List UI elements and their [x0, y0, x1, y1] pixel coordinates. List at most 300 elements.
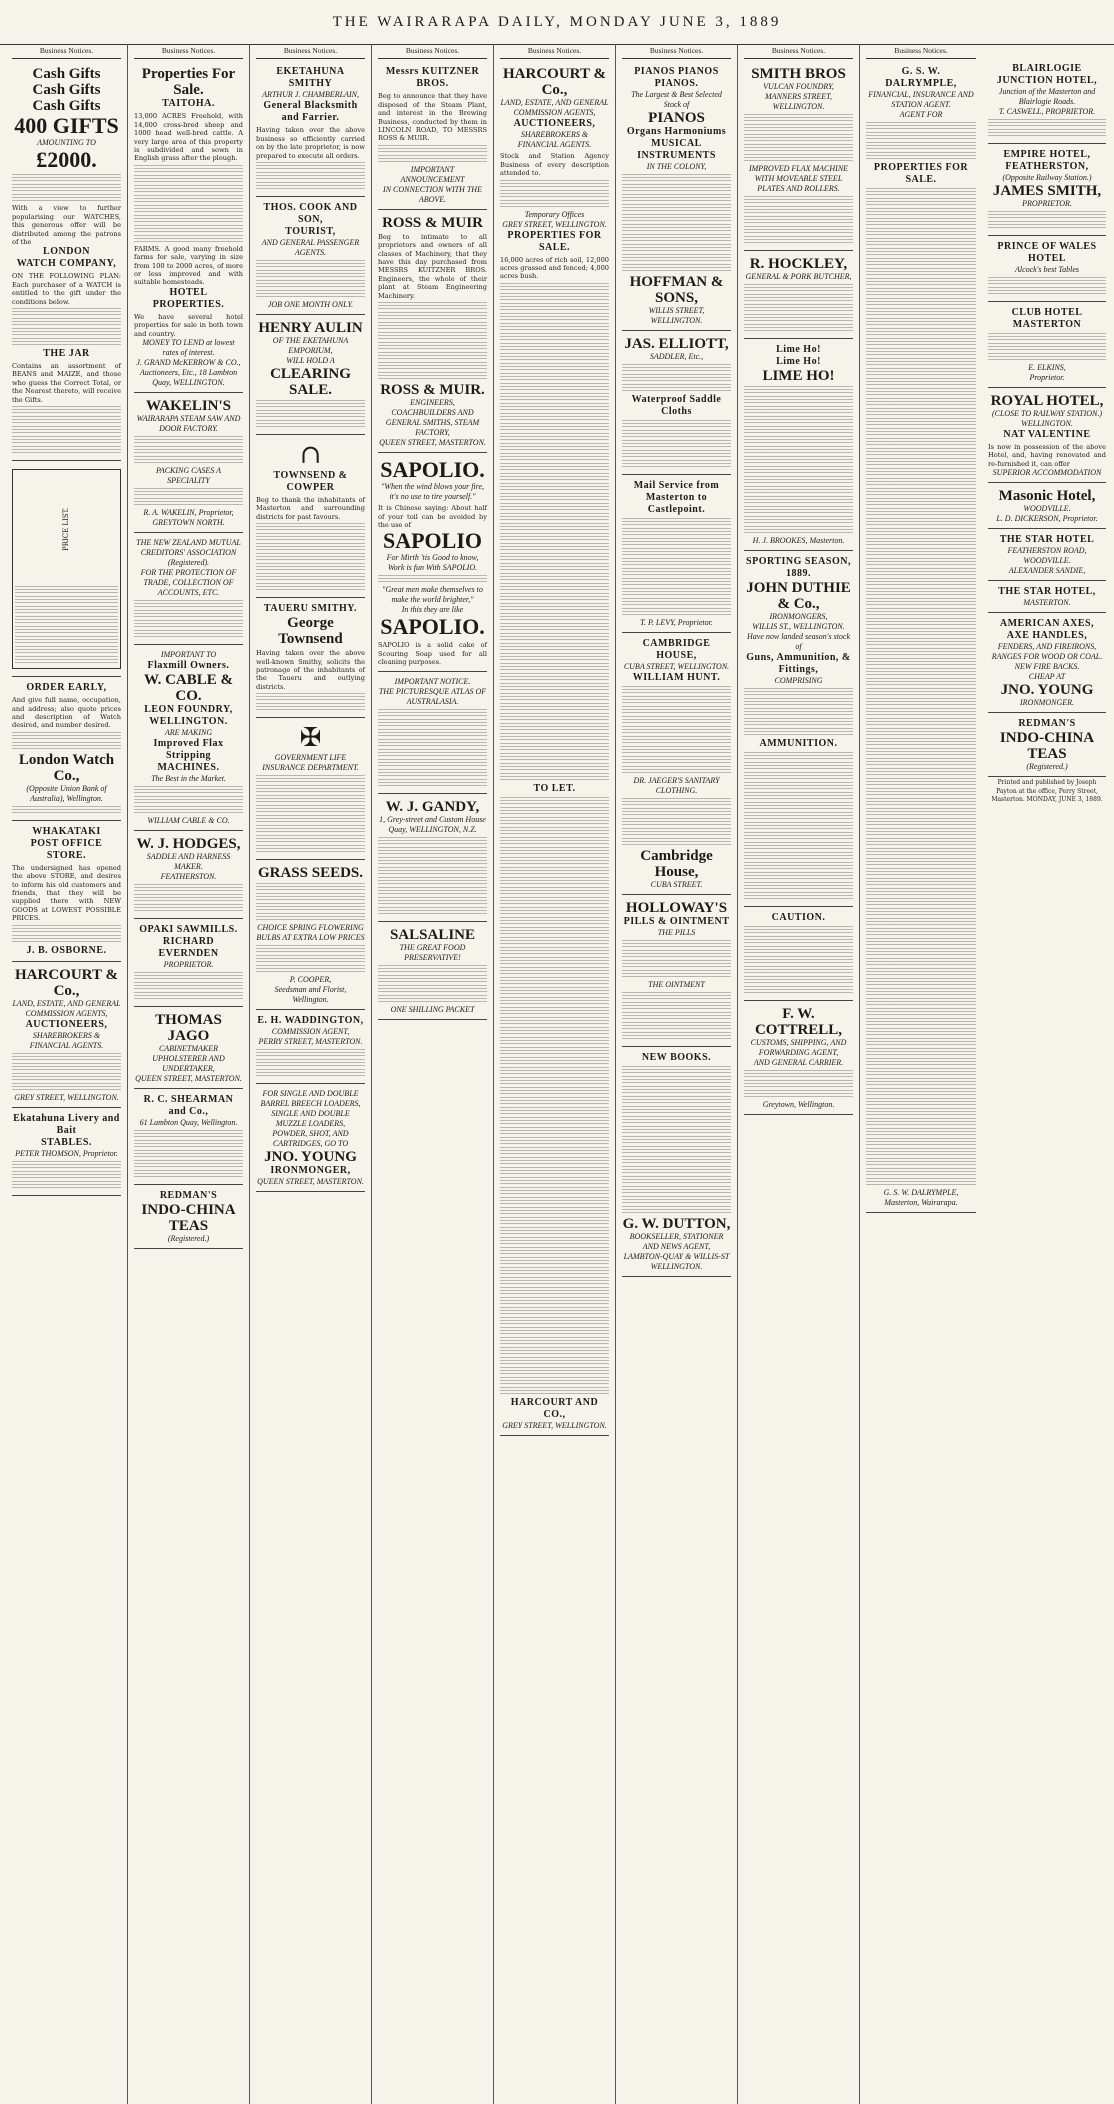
- ad-name: ARTHUR J. CHAMBERLAIN,: [262, 90, 359, 100]
- ad-subtitle: PIANOS.: [654, 78, 699, 90]
- ad-name: H. J. BROOKES, Masterton.: [752, 536, 845, 546]
- ad-subtitle: AUCTIONEERS,: [513, 118, 596, 130]
- ad-title: ROSS & MUIR.: [380, 382, 485, 399]
- ad-title: EKETAHUNA SMITHY: [276, 66, 345, 90]
- ad-big: SAPOLIO: [382, 528, 483, 554]
- empire-hotel-ad: [988, 146, 1106, 236]
- ad-name: RICHARD EVERNDEN: [158, 936, 219, 960]
- ad-subtitle: SADDLER, Etc.,: [649, 352, 704, 362]
- ad-title: JOHN DUTHIE & Co.,: [746, 580, 851, 613]
- ad-subtitle: Lime Ho!: [776, 356, 821, 368]
- ad-title: Flaxmill Owners.: [147, 660, 230, 672]
- ad-title: HARCOURT & Co.,: [15, 966, 118, 999]
- ad-subtitle: THE OINTMENT: [648, 980, 705, 990]
- ad-body: With a view to further popularising our WATCHES, this generous offer will be distributed among the patrons of the: [12, 204, 121, 247]
- ad-title: OPAKI SAWMILLS.: [139, 924, 238, 936]
- column-head: Business Notices.: [134, 44, 243, 59]
- ad-subtitle: CUSTOMS, SHIPPING, AND FORWARDING AGENT,: [750, 1038, 847, 1058]
- ad-title: EMPIRE HOTEL, FEATHERSTON,: [1003, 149, 1091, 172]
- ad-title: THE NEW ZEALAND MUTUAL CREDITORS' ASSOCIATION (Registered).: [136, 538, 241, 568]
- ad-subtitle: WILL HOLD A: [286, 356, 335, 366]
- ad-subtitle: (Opposite Railway Station.): [1002, 173, 1092, 182]
- price-list-box: [12, 463, 121, 677]
- ad-quote: "Great men make themselves to make the world brighter,": [382, 585, 483, 605]
- ad-title: HOTEL PROPERTIES.: [152, 286, 225, 310]
- ad-subtitle: Guns, Ammunition, & Fittings,: [746, 652, 851, 676]
- ad-subtitle: PILLS & OINTMENT: [623, 916, 730, 928]
- ad-title: Cambridge House,: [640, 848, 713, 881]
- ad-title: TOWNSEND & COWPER: [273, 470, 348, 494]
- grass-seeds-ad: [256, 862, 365, 1010]
- ad-subtitle: VULCAN FOUNDRY,: [763, 82, 834, 92]
- government-insurance-ad: [256, 720, 365, 860]
- ad-subtitle: MASTERTON.: [1023, 598, 1071, 608]
- ad-subtitle: IRONMONGER,: [270, 1165, 351, 1177]
- ad-body: Beg to thank the inhabitants of Masterton and surrounding districts for past favours.: [256, 496, 365, 521]
- ad-body: In this they are like: [401, 605, 464, 615]
- harcourt-ad: [12, 964, 121, 1108]
- ad-big: 400 GIFTS: [14, 113, 119, 139]
- ad-body: Have now landed season's stock of: [746, 632, 851, 652]
- ad-name: J. B. OSBORNE.: [26, 944, 107, 956]
- ad-subtitle: QUEEN STREET, MASTERTON.: [257, 1177, 364, 1187]
- ad-subtitle: CHEAP AT: [1028, 672, 1066, 682]
- columns: [6, 44, 982, 2104]
- ad-title: WAKELIN'S: [145, 398, 232, 415]
- ad-subtitle: INDO-CHINA TEAS: [141, 1202, 236, 1235]
- ad-body: (Opposite Union Bank of Australia), Wellington.: [26, 783, 107, 803]
- smith-bros-ad: [744, 63, 853, 251]
- ad-title: TAUERU SMITHY.: [263, 603, 358, 615]
- ad-name: ALEXANDER SANDIE,: [1008, 566, 1086, 576]
- ad-title: WHAKATAKI: [32, 825, 101, 837]
- ad-name: J. GRAND McKERROW & CO.,: [136, 358, 241, 368]
- ad-subtitle: IMPROVED FLAX MACHINE WITH MOVEABLE STEEL PLATES AND ROLLERS.: [748, 164, 849, 194]
- caution-ad: [744, 909, 853, 1001]
- hodges-ad: [134, 833, 243, 919]
- ad-title: CAMBRIDGE HOUSE,: [642, 638, 711, 662]
- ad-quote: "When the wind blows your fire, it's no use to tire yourself.": [380, 482, 485, 502]
- ad-title: IMPORTANT NOTICE.: [394, 676, 471, 686]
- ad-subtitle: 61 Lambton Quay, Wellington.: [139, 1118, 238, 1128]
- ad-subtitle: Auctioneers, Etc., 18 Lambton Quay, WELLINGTON.: [139, 368, 238, 388]
- cable-flaxmill-ad: [134, 647, 243, 831]
- ad-subtitle: THE GREAT FOOD PRESERVATIVE!: [399, 942, 466, 962]
- ad-body: FARMS. A good many freehold farms for sale, varying in size from 100 to 2000 acres, of more or less improved and with suitable homesteads.: [134, 244, 243, 287]
- column-head: Business Notices.: [500, 44, 609, 59]
- ross-muir-ad: [378, 212, 487, 453]
- ad-subtitle: SHAREBROKERS & FINANCIAL AGENTS.: [29, 1030, 104, 1050]
- cambridge-house-ad: [622, 635, 731, 895]
- column-head: Business Notices.: [12, 44, 121, 59]
- ad-body: Is now in possession of the above Hotel, and, having renovated and re-furnished it, can offer: [988, 443, 1106, 468]
- gandy-ad: [378, 796, 487, 922]
- salsaline-ad: [378, 924, 487, 1020]
- ad-subtitle: TAITOHA.: [162, 98, 215, 110]
- column-head: Business Notices.: [256, 44, 365, 59]
- ad-subtitle: AND GENERAL CARRIER.: [753, 1058, 844, 1068]
- ad-big: CLEARING SALE.: [270, 366, 351, 399]
- ad-subtitle: OF THE EKETAHUNA EMPORIUM,: [272, 336, 349, 356]
- ad-title: HARCOURT & Co.,: [503, 66, 606, 99]
- thos-cook-ad: [256, 199, 365, 315]
- ad-name: WILLIAM HUNT.: [632, 672, 721, 684]
- holloways-ad: [622, 897, 731, 1047]
- ad-subtitle: POST OFFICE STORE.: [30, 837, 103, 861]
- column-4: [372, 44, 494, 2104]
- ad-subtitle: Seedsman and Florist, Wellington.: [274, 985, 347, 1005]
- ad-title: THOS. COOK AND SON,: [263, 202, 358, 226]
- ad-note: ONE SHILLING PACKET: [390, 1004, 475, 1014]
- ad-subtitle: ENGINEERS, COACHBUILDERS AND GENERAL SMITHS, STEAM FACTORY,: [385, 398, 480, 438]
- ad-label: AMOUNTING TO: [37, 138, 96, 148]
- ad-subtitle: JOB ONE MONTH ONLY.: [267, 300, 354, 310]
- masonic-hotel-ad: [988, 485, 1106, 529]
- lime-ad: [744, 341, 853, 551]
- ad-subtitle: RANGES FOR WOOD OR COAL.: [991, 652, 1103, 662]
- crest-icon: ✠: [299, 723, 322, 754]
- ad-subtitle: WELLINGTON.: [1021, 419, 1073, 428]
- ad-title: LONDON: [43, 246, 90, 258]
- ad-name: E. ELKINS,: [1028, 363, 1066, 372]
- column-head: Business Notices.: [866, 44, 976, 59]
- ad-subtitle: QUEEN STREET, MASTERTON.: [379, 438, 486, 448]
- column-6: [616, 44, 738, 2104]
- ad-subtitle: SUPERIOR ACCOMMODATION: [992, 468, 1102, 478]
- atlas-ad: [378, 674, 487, 794]
- royal-hotel-ad: [988, 390, 1106, 483]
- ad-subtitle: FOR THE PROTECTION OF TRADE, COLLECTION OF ACCOUNTS, ETC.: [140, 568, 237, 598]
- shearman-ad: [134, 1091, 243, 1185]
- axes-ad: [988, 615, 1106, 713]
- ad-title: W. J. HODGES,: [136, 836, 241, 853]
- ad-title: SALSALINE: [389, 926, 476, 943]
- properties-sale-ad: [134, 63, 243, 393]
- ad-body: And give full name, occupation, and address; also quote prices and description of Watch desired, and number desired.: [12, 696, 121, 730]
- ad-title: London Watch Co.,: [18, 751, 115, 784]
- ad-subtitle: SHAREBROKERS & FINANCIAL AGENTS.: [517, 130, 592, 150]
- ad-title: NEW BOOKS.: [641, 1052, 712, 1064]
- ad-title: REDMAN'S: [159, 1190, 218, 1202]
- ad-subtitle: Improved Flax Stripping: [153, 738, 224, 762]
- ad-name: NAT VALENTINE: [1003, 429, 1091, 440]
- ad-subtitle: Junction of the Masterton and Blairlogie Roads.: [998, 87, 1096, 106]
- ad-subtitle: IRONMONGERS,: [769, 612, 828, 622]
- hockley-ad: [744, 253, 853, 339]
- ad-name: G. S. W. DALRYMPLE,: [883, 1188, 959, 1198]
- column-head: Business Notices.: [744, 44, 853, 59]
- ad-subtitle: SINGLE AND DOUBLE MUZZLE LOADERS,: [271, 1109, 350, 1129]
- ad-body: The undersigned has opened the above STORE, and desires to inform his old customers and friends, that they will be supplied there with NEW GOODS at LOWEST POSSIBLE PRICES.: [12, 863, 121, 923]
- column-7: [738, 44, 860, 2104]
- ad-subtitle: Alcock's best Tables: [1014, 265, 1080, 274]
- ad-title: AMERICAN AXES,: [999, 618, 1095, 630]
- ad-subtitle: IMPORTANT TO: [160, 650, 217, 660]
- ad-title: ROYAL HOTEL,: [990, 393, 1104, 409]
- ad-title: IMPORTANT ANNOUNCEMENT: [400, 164, 465, 184]
- horseshoe-icon: ∩: [299, 440, 322, 471]
- ad-subtitle: MANNERS STREET, WELLINGTON.: [765, 92, 832, 112]
- ad-address: GREY STREET, WELLINGTON.: [14, 1092, 119, 1102]
- column-2: [128, 44, 250, 2104]
- ad-title: PRINCE OF WALES HOTEL: [997, 241, 1097, 264]
- ad-title: F. W. COTTRELL,: [754, 1006, 843, 1039]
- ad-body: ON THE FOLLOWING PLAN: Each purchaser of a WATCH is entitled to the gift under the conditions below.: [12, 272, 121, 306]
- ad-subtitle: PROPRIETOR.: [163, 960, 214, 970]
- pianos-ad: [622, 63, 731, 331]
- ad-body: It is Chinese saying: About half of your toil can be avoided by the use of: [378, 504, 487, 529]
- imprint: Printed and published by Joseph Payton at the office, Perry Street, Masterton. MONDAY, JUNE 3, 1889.: [991, 779, 1103, 804]
- ad-subtitle: CABINETMAKER UPHOLSTERER AND UNDERTAKER,: [152, 1044, 225, 1074]
- breech-loaders-ad: [256, 1086, 365, 1192]
- ad-title: TO LET.: [533, 782, 576, 794]
- ad-subtitle: FINANCIAL, INSURANCE AND STATION AGENT.: [868, 90, 974, 110]
- redmans-teas-ad: [134, 1187, 243, 1249]
- ad-title: CLUB HOTEL MASTERTON: [1011, 307, 1083, 330]
- whakataki-store-ad: [12, 823, 121, 962]
- cash-gifts-ad: [12, 63, 121, 461]
- ad-body: Stock and Station Agency Business of every description attended to.: [500, 152, 609, 178]
- ad-title: W. J. GANDY,: [385, 798, 480, 815]
- ad-subtitle: CUBA STREET, WELLINGTON.: [623, 662, 730, 672]
- townsend-cowper-ad: [256, 437, 365, 598]
- ad-title: THOMAS JAGO: [155, 1012, 222, 1045]
- ad-name: PETER THOMSON, Proprietor.: [15, 1148, 118, 1158]
- star-hotel-woodville-ad: [988, 531, 1106, 581]
- ad-name: George Townsend: [278, 615, 343, 648]
- ad-big: SAPOLIO.: [380, 457, 485, 483]
- harcourt-main-ad: [500, 63, 609, 1435]
- eketahuna-smithy-ad: [256, 63, 365, 197]
- ad-address: Masterton, Wairarapa.: [884, 1198, 958, 1208]
- ad-subtitle: FEATHERSTON ROAD, WOODVILLE.: [1007, 546, 1087, 566]
- ad-title: JAS. ELLIOTT,: [624, 336, 729, 353]
- mail-service-ad: [622, 477, 731, 633]
- ekatahuna-stables-ad: [12, 1110, 121, 1196]
- ad-subtitle: Organs Harmoniums: [626, 126, 727, 138]
- jago-ad: [134, 1009, 243, 1089]
- ad-title: THE STAR HOTEL: [999, 534, 1095, 546]
- ad-subtitle: STABLES.: [41, 1136, 92, 1148]
- column-8: [860, 44, 982, 2104]
- ad-subtitle: BOOKSELLER, STATIONER AND NEWS AGENT,: [629, 1232, 724, 1252]
- waddington-ad: [256, 1012, 365, 1084]
- column-head: Business Notices.: [622, 44, 731, 59]
- ad-title: PIANOS PIANOS: [634, 66, 719, 78]
- masthead: [0, 0, 1114, 45]
- ad-subtitle: COMMISSION AGENT,: [271, 1027, 350, 1037]
- star-hotel-masterton-ad: [988, 583, 1106, 613]
- ad-title: Lime Ho!: [776, 344, 821, 356]
- ad-address: GREY STREET, WELLINGTON.: [502, 1420, 607, 1430]
- ad-subtitle: NEW FIRE BACKS.: [1014, 662, 1080, 672]
- ad-subtitle: WILLIS ST., WELLINGTON.: [752, 622, 845, 632]
- ad-address: WILLIS STREET, WELLINGTON.: [648, 306, 705, 326]
- ad-subtitle: TOURIST,: [285, 226, 336, 238]
- new-books-ad: [622, 1049, 731, 1277]
- ad-subtitle: PROPRIETOR.: [1022, 199, 1072, 208]
- ad-subtitle: AXE HANDLES,: [1006, 630, 1088, 642]
- ad-body: Having taken over the above business so efficiently carried on by the late proprietor, is now prepared to execute all orders.: [256, 126, 365, 160]
- ad-name: T. CASWELL, PROPRIETOR.: [998, 107, 1096, 116]
- ad-name: G. W. DUTTON,: [622, 1216, 731, 1233]
- ad-title: JNO. YOUNG: [264, 1149, 357, 1166]
- ad-name: JNO. YOUNG: [1000, 682, 1094, 699]
- dalrymple-ad: [866, 63, 976, 1213]
- ad-name: HOFFMAN & SONS,: [629, 274, 724, 307]
- ad-subtitle: IN CONNECTION WITH THE ABOVE.: [383, 184, 482, 204]
- ad-subtitle: WELLINGTON.: [149, 716, 228, 728]
- ad-subtitle: Cash Gifts: [32, 82, 101, 99]
- ad-subtitle: GENERAL & PORK BUTCHER,: [745, 272, 852, 282]
- ad-subtitle: Cash Gifts: [32, 98, 101, 115]
- creditors-association-ad: [134, 535, 243, 645]
- ad-subtitle: LEON FOUNDRY,: [144, 704, 233, 716]
- ad-title: FOR SINGLE AND DOUBLE BARREL BREECH LOADERS,: [260, 1089, 361, 1109]
- ad-amount: £2000.: [36, 147, 97, 173]
- hotels-column: [988, 60, 1106, 804]
- masthead-title: THE WAIRARAPA DAILY, MONDAY JUNE 3, 1889: [332, 13, 782, 30]
- wakelin-ad: [134, 395, 243, 533]
- henry-aulin-ad: [256, 317, 365, 435]
- ad-note: Temporary Offices: [524, 209, 585, 219]
- ad-subtitle: AND GENERAL PASSENGER AGENTS.: [261, 238, 360, 258]
- ad-subtitle: AMMUNITION.: [759, 738, 838, 750]
- ad-subtitle: 1, Grey-street and Custom House Quay, WELLINGTON, N.Z.: [379, 814, 486, 834]
- club-hotel-ad: [988, 304, 1106, 388]
- ad-subtitle: PIANOS: [648, 110, 705, 127]
- ad-title: Mail Service from Masterton to Castlepoint.: [633, 480, 720, 516]
- opaki-sawmills-ad: [134, 921, 243, 1007]
- ad-subtitle: PACKING CASES A SPECIALITY: [155, 466, 222, 486]
- ad-title: Properties For Sale.: [141, 66, 236, 99]
- ad-subtitle: THE PILLS: [657, 928, 696, 938]
- ad-subtitle: WAIRARAPA STEAM SAW AND DOOR FACTORY.: [136, 414, 241, 434]
- ad-body: The Largest & Best Selected Stock of: [631, 90, 722, 110]
- ad-subtitle: CHOICE SPRING FLOWERING BULBS AT EXTRA LOW PRICES: [256, 923, 365, 943]
- ad-title: THE STAR HOTEL,: [998, 586, 1096, 598]
- ad-subtitle: WATCH COMPANY,: [16, 258, 117, 270]
- blairlogie-hotel-ad: [988, 60, 1106, 144]
- ad-body: 16,000 acres of rich soil, 12,000 acres grassed and fenced; 4,000 acres bush.: [500, 255, 609, 281]
- ad-title: BLAIRLOGIE JUNCTION HOTEL,: [996, 63, 1098, 86]
- ad-subtitle: AGENT FOR: [899, 110, 943, 120]
- ad-title: R. C. SHEARMAN and Co.,: [143, 1094, 234, 1118]
- ad-subtitle: LAND, ESTATE, AND GENERAL COMMISSION AGENTS,: [12, 998, 121, 1018]
- column-3: [250, 44, 372, 2104]
- ad-subtitle: Waterproof Saddle Cloths: [631, 394, 722, 418]
- ad-title: SMITH BROS: [751, 66, 846, 83]
- ad-name: P. COOPER,: [289, 975, 332, 985]
- ad-note: (Registered.): [167, 1234, 210, 1244]
- ad-title: Cash Gifts: [32, 66, 101, 83]
- ad-body: Contains an assortment of BEANS and MAIZE, and those who guess the Correct Total, or the Nearest thereto, will receive the Gifts.: [12, 362, 121, 404]
- redmans-teas-right-ad: [988, 715, 1106, 777]
- ad-big: SAPOLIO.: [380, 614, 485, 640]
- ad-title: W. CABLE & CO.: [143, 672, 234, 705]
- ad-title: Ekatahuna Livery and Bait: [13, 1112, 120, 1136]
- ad-subtitle: PERRY STREET, MASTERTON.: [258, 1037, 363, 1047]
- ad-title: HENRY AULIN: [258, 320, 363, 337]
- kuitzner-ad: [378, 63, 487, 209]
- ad-section: THE JAR: [43, 348, 90, 360]
- ad-quote: For Mirth 'tis Good to know, Work is fun With SAPOLIO.: [386, 553, 479, 573]
- ad-title: GOVERNMENT LIFE INSURANCE DEPARTMENT.: [262, 753, 359, 773]
- ad-subtitle: General Blacksmith and Farrier.: [263, 100, 358, 124]
- ad-body: SAPOLIO is a solid cake of Scouring Soap used for all cleaning purposes.: [378, 641, 487, 667]
- ad-name: R. A. WAKELIN, Proprietor, GREYTOWN NORTH.: [143, 508, 234, 528]
- ad-subtitle: SADDLE AND HARNESS MAKER.: [146, 852, 231, 872]
- prince-of-wales-ad: [988, 238, 1106, 302]
- ad-subtitle: THE PICTURESQUE ATLAS OF AUSTRALASIA.: [378, 686, 487, 706]
- ad-subtitle: INDO-CHINA TEAS: [999, 730, 1095, 763]
- ad-note: (Registered.): [1026, 762, 1068, 772]
- ad-body: Beg to intimate to all proprietors and owners of all classes of Machinery, that they have this day purchased from MESSRS KUITZNER BROS. Engineers, the whole of their plant at Steam Engineering Machinery.: [378, 232, 487, 300]
- ad-title: Messrs KUITZNER BROS.: [385, 66, 480, 90]
- ad-title: ORDER EARLY,: [26, 682, 107, 694]
- taueru-smithy-ad: [256, 600, 365, 718]
- ad-title: R. HOCKLEY,: [749, 256, 848, 273]
- ad-subtitle: QUEEN STREET, MASTERTON.: [135, 1074, 242, 1084]
- ad-title: HARCOURT AND CO.,: [510, 1396, 599, 1420]
- ad-note: Greytown, Wellington.: [762, 1100, 835, 1110]
- ad-subtitle: FENDERS, AND FIREIRONS,: [997, 642, 1097, 652]
- ad-subtitle: ARE MAKING: [164, 728, 213, 738]
- column-1: [6, 44, 128, 2104]
- ad-body: The Best in the Market.: [151, 774, 226, 784]
- ad-title: MONEY TO LEND at lowest rates of interest.: [142, 338, 235, 358]
- elliott-ad: [622, 333, 731, 475]
- ad-address: LAMBTON-QUAY & WILLIS-ST WELLINGTON.: [623, 1252, 730, 1272]
- ad-subtitle: Proprietor.: [1029, 373, 1065, 382]
- ad-name: L. D. DICKERSON, Proprietor.: [996, 514, 1098, 524]
- ad-subtitle: WOODVILLE.: [1023, 504, 1071, 514]
- ad-subtitle: CUBA STREET.: [650, 880, 703, 890]
- ad-title: G. S. W. DALRYMPLE,: [885, 66, 957, 90]
- sporting-season-ad: [744, 553, 853, 907]
- ad-title: GRASS SEEDS.: [257, 865, 364, 882]
- ad-subtitle: 1889.: [786, 568, 811, 580]
- ad-body: 13,000 ACRES Freehold, with 14,000 cross-bred sheep and 1000 head well-bred cattle. A very large area of this property is subdivided and sown in English grass after the plough.: [134, 112, 243, 163]
- ad-name: JAMES SMITH,: [992, 183, 1102, 199]
- ad-subtitle: LAND, ESTATE, AND GENERAL COMMISSION AGENTS,: [500, 98, 609, 118]
- ad-title: REDMAN'S: [1018, 718, 1076, 730]
- ad-subtitle: IN THE COLONY,: [646, 162, 707, 172]
- ad-name: T. P. LEVY, Proprietor.: [640, 618, 713, 628]
- ad-title: E. H. WADDINGTON,: [257, 1015, 364, 1027]
- ad-body: We have several hotel properties for sale in both town and country.: [134, 312, 243, 338]
- ad-subtitle: LIME HO!: [762, 368, 835, 385]
- ad-title: SPORTING SEASON,: [746, 556, 851, 568]
- ad-title: HOLLOWAY'S: [625, 900, 728, 917]
- order-early-ad: [12, 679, 121, 821]
- price-list-label: PRICE LIST.: [62, 507, 71, 551]
- column-head: Business Notices.: [378, 44, 487, 59]
- ad-subtitle: IRONMONGER.: [1020, 698, 1074, 708]
- ad-name: WILLIAM CABLE & CO.: [147, 816, 230, 826]
- ad-subtitle: (CLOSE TO RAILWAY STATION.): [991, 409, 1103, 418]
- ad-subtitle: AUCTIONEERS,: [25, 1018, 108, 1030]
- ad-subtitle: COMPRISING: [774, 676, 823, 686]
- column-5: [494, 44, 616, 2104]
- ad-title: PROPERTIES FOR SALE.: [873, 162, 969, 186]
- ad-title: Masonic Hotel,: [998, 488, 1096, 505]
- ad-body: Having taken over the above well-known Smithy, solicits the patronage of the inhabitants of the Taueru and outlying districts.: [256, 649, 365, 691]
- ad-subtitle: MUSICAL INSTRUMENTS: [637, 138, 716, 162]
- ad-title: ROSS & MUIR: [382, 214, 483, 231]
- ad-title: CAUTION.: [771, 912, 826, 924]
- ad-title: PROPERTIES FOR SALE.: [507, 229, 602, 253]
